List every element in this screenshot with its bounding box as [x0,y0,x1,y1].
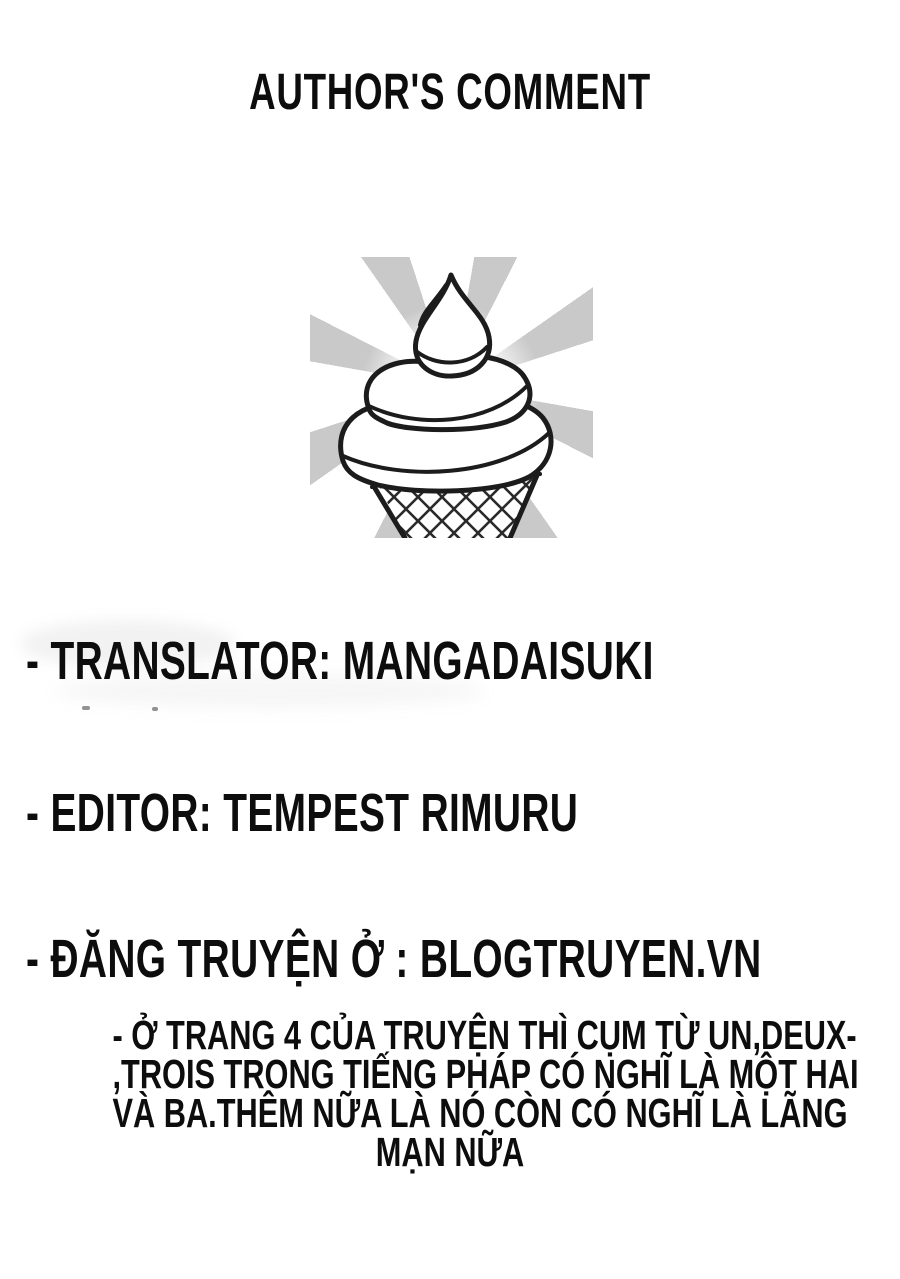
note-line: VÀ BA.THÊM NỮA LÀ NÓ CÒN CÓ NGHĨ LÀ LÃNG [112,1090,848,1136]
translation-note [0,1012,900,1175]
note-line: ,TROIS TRONG TIẾNG PHÁP CÓ NGHĨ LÀ MỘT HAI [112,1051,859,1097]
stray-mark [82,706,90,710]
credit-translator: - TRANSLATOR: MANGADAISUKI [26,631,654,691]
stray-mark [152,707,158,711]
page-title: AUTHOR'S COMMENT [249,63,651,120]
ice-cream-illustration [310,257,593,538]
page-title-wrap [0,62,900,121]
note-line: MẠN NỮA [375,1129,525,1175]
soft-serve-ice-cream-icon [310,257,593,538]
note-line: - Ở TRANG 4 CỦA TRUYỆN THÌ CỤM TỪ UN,DEUX- [112,1012,857,1058]
credit-upload-site: - ĐĂNG TRUYỆN Ở : BLOGTRUYEN.VN [26,929,762,989]
credit-editor: - EDITOR: TEMPEST RIMURU [26,783,579,843]
